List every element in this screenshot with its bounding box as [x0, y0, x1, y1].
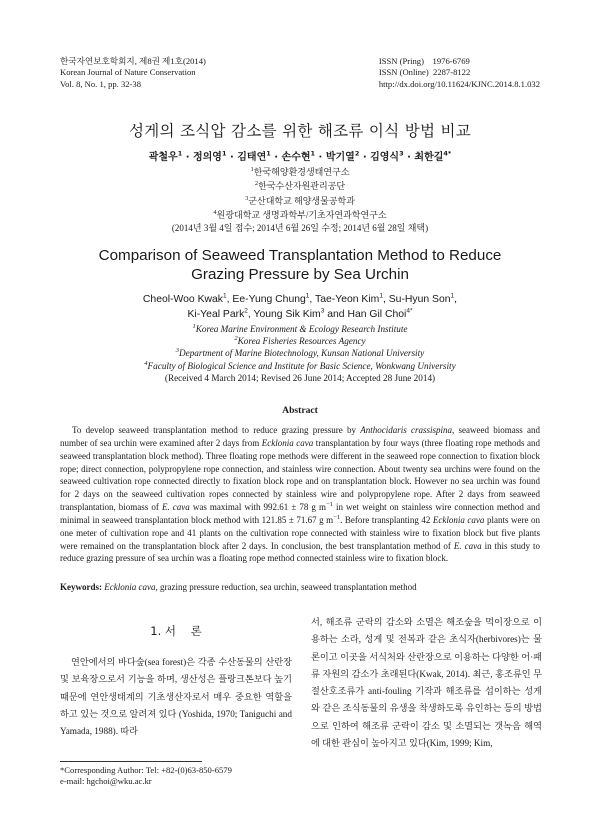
journal-name-korean: 한국자연보호학회지, 제8권 제1호(2014) [60, 56, 206, 66]
english-title-line2: Grazing Pressure by Sea Urchin [191, 266, 409, 283]
issn-print: ISSN (Pring) 1976-6769 [378, 56, 470, 66]
english-author: Cheol-Woo Kwak$^1$ [142, 292, 227, 305]
korean-author: 김영식$^3$ [370, 149, 404, 163]
keywords-label: Keywords: [60, 582, 102, 592]
korean-author: 박기열$^2$ [325, 149, 360, 163]
intro-left-column [60, 654, 295, 740]
journal-header-right [379, 56, 540, 90]
english-affiliation: $^2$Korea Fisheries Resources Agency [234, 335, 366, 347]
footnote-divider [60, 761, 202, 762]
english-authors [40, 293, 560, 323]
english-affiliation: $^4$Faculty of Biological Science and Institute for Basic Science, Wonkwang University [144, 359, 456, 371]
english-author: Ki-Yeal Park$^2$ [187, 307, 248, 320]
korean-author: 손수현$^1$ [281, 149, 316, 163]
english-affiliation: $^3$Department of Marine Biotechnology, Kunsan National University [175, 347, 425, 359]
abstract-heading: Abstract [282, 405, 318, 416]
intro-paragraph-right: 서, 해조류 군락의 감소와 소멸은 해조숲을 먹이장으로 이용하는 소라, 성게 및 전복과 같은 초식자(herbivores)는 물론이고 이곳을 서식처와 산란장으로 이용하는 다양한 어·패류 자원의 감소가 초래된다(Kwak, 2014). 최근, 홍조류인 무절산호조류가 anti-fouling 기작과 해조류를 섭이하는 성게와 같은 조식동물의 유생을 착생하도록 유인하는 등의 방법으로 인하여 해조류 군락이 감소 및 소멸되는 갯녹음 해역에 대한 관심이 높아지고 있다(Kim, 1999; Kim, [311, 617, 542, 749]
intro-paragraph-left: 연안에서의 바다숲(sea forest)은 각종 수산동물의 산란장 및 보육장으로서 기능을 하며, 생산성은 플랑크톤보다 높기 때문에 연안생태계의 기초생산자로서 매우 중요한 역할을 하고 있는 것으로 알려져 있다 (Yoshida, 1970; Taniguchi and Yamada, 1988). 따라 [60, 657, 295, 737]
english-author: Ee-Yung Chung$^1$ [232, 292, 310, 305]
issn-online: ISSN (Online) 2287-8122 [378, 67, 471, 78]
corresponding-author-footnote [60, 765, 232, 787]
footnote-email[interactable]: e-mail: hgchoi@wku.ac.kr [60, 776, 152, 787]
english-authors-line2: Ki-Yeal Park$^2$, Young Sik Kim$^3$ and Han Gil Choi$^{4*}$ [187, 307, 413, 320]
korean-authors: 곽철우$^1$ · 정의영$^1$ · 김태연$^1$ · 손수현$^1$ · 박기열$^2$ · 김영식$^3$ · 최한길$^{4*}$ [148, 149, 452, 163]
english-author: Han Gil Choi$^{4*}$ [347, 307, 413, 320]
english-author: Tae-Yeon Kim$^1$ [315, 292, 383, 305]
english-authors-line1: Cheol-Woo Kwak$^1$, Ee-Yung Chung$^1$, Tae-Yeon Kim$^1$, Su-Hyun Son$^1$, [142, 292, 458, 305]
korean-title: 성게의 조식압 감소를 위한 해조류 이식 방법 비교 [128, 122, 472, 140]
korean-author: 최한길$^{4*}$ [414, 149, 452, 163]
keywords: Keywords: Ecklonia cava, grazing pressure reduction, sea urchin, seaweed transplantation method [60, 582, 417, 592]
english-title [40, 246, 560, 284]
section-heading-introduction: 1. 서 론 [150, 624, 202, 638]
korean-affiliations [40, 165, 560, 223]
intro-right-column [311, 614, 542, 752]
korean-dates: (2014년 3월 4일 접수; 2014년 6월 26일 수정; 2014년 6월 28일 채택) [171, 223, 429, 233]
journal-header-left [60, 56, 206, 90]
english-author: Young Sik Kim$^3$ [253, 307, 325, 320]
english-title-line1: Comparison of Seaweed Transplantation Method to Reduce [98, 247, 502, 264]
english-affiliation: $^1$Korea Marine Environment & Ecology Research Institute [192, 322, 408, 334]
journal-volume: Vol. 8, No. 1, pp. 32-38 [60, 78, 142, 89]
korean-author: 김태연$^1$ [237, 149, 271, 163]
journal-name-english: Korean Journal of Nature Conservation [60, 67, 196, 78]
english-affiliations [40, 323, 560, 384]
footnote-tel: *Corresponding Author: Tel: +82-(0)63-850-6579 [60, 765, 232, 775]
korean-affiliation: $^2$한국수산자원관리공단 [254, 180, 346, 192]
korean-author: 정의영$^1$ [192, 149, 227, 163]
received-dates: (Received 4 March 2014; Revised 26 June 2014; Accepted 28 June 2014) [164, 372, 436, 383]
korean-affiliation: $^1$한국해양환경생태연구소 [250, 166, 350, 177]
english-author: Su-Hyun Son$^1$ [388, 292, 455, 305]
korean-affiliation: $^4$원광대학교 생명과학부/기초자연과학연구소 [213, 209, 387, 221]
doi-link[interactable]: http://dx.doi.org/10.11624/KJNC.2014.8.1.032 [378, 78, 540, 89]
korean-affiliation: $^3$군산대학교 해양생물공학과 [245, 194, 355, 206]
abstract-body: To develop seaweed transplantation method to reduce grazing pressure by Anthocidaris crassispina, seaweed biomass and number of sea urchin were examined after 2 days from Ecklonia cava transplantation by four ways (three floating rope methods and seaweed transplantation block method). Three floating rope methods were different in the seaweed rope connection to fixation block rope; direct connection, polypropylene rope connection, and stainless wire connection. About twenty sea urchins were found on the seaweed cultivation rope connected directly to fixation block rope and on transplantation block. However no sea urchin was found for 2 days on the seaweed cultivation ropes connected by stainless wire and polypropylene rope. After 2 days from seaweed transplantation, biomass of E. cava was maximal with 992.61 ± 78 g $m^{-1}$ in wet weight on stainless wire connection method and minimal in seaweed transplantation block method with 121.85 ± 71.67 g $m^{-1}$. Before transplanting 42 Ecklonia cava plants were on one meter of cultivation rope and 41 plants on the cultivation rope connected with stainless wire to fixation block but five plants were remained on the transplantation block after 2 days. In conclusion, the best transplantation method of E. cava in this study to reduce grazing pressure of sea urchin was a floating rope method connected stainless wire to fixation block. [60, 425, 541, 564]
korean-author: 곽철우$^1$ [148, 149, 183, 163]
